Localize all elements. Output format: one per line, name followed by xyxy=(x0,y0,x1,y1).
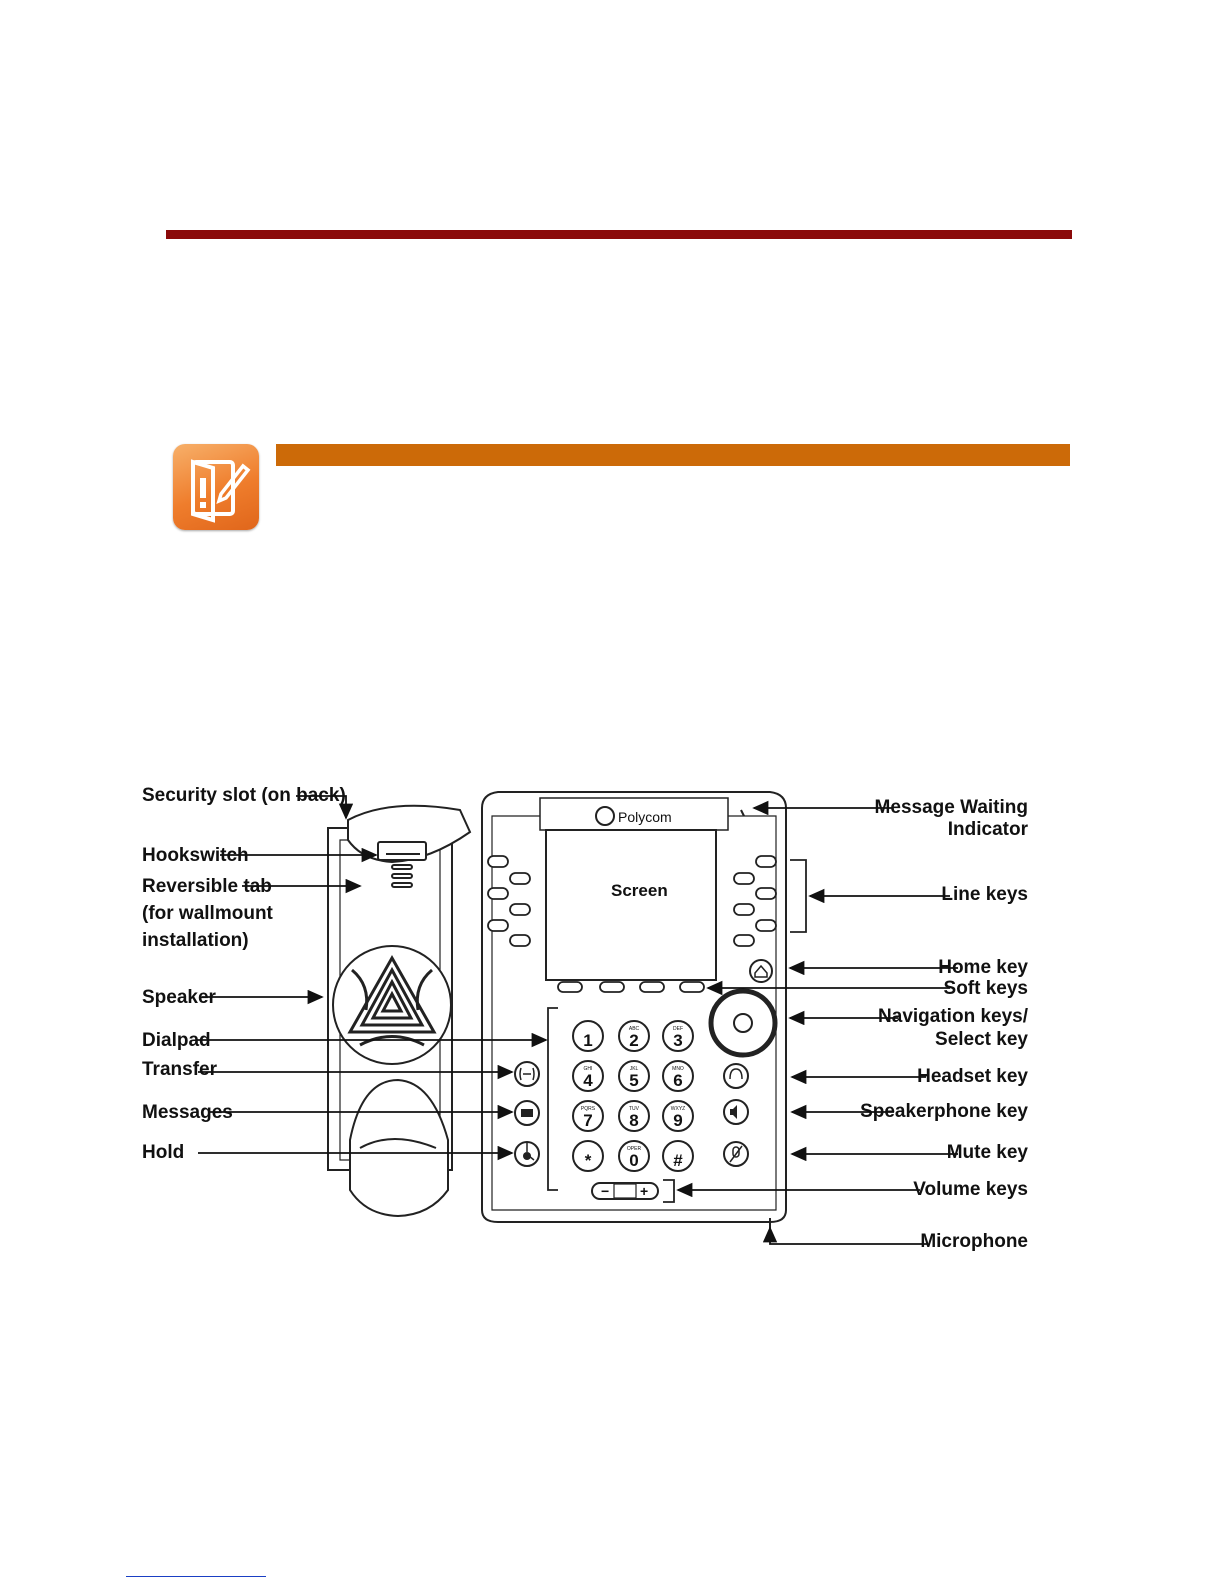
dialpad-letters: OPER xyxy=(626,1146,642,1152)
dialpad-key: 9 xyxy=(673,1111,683,1130)
dialpad-letters: DEF xyxy=(673,1026,683,1032)
label-soft-keys: Soft keys xyxy=(943,978,1028,999)
dialpad-key: * xyxy=(584,1151,592,1170)
svg-text:+: + xyxy=(640,1183,649,1199)
dialpad-key: 0 xyxy=(629,1151,639,1170)
label-hold: Hold xyxy=(142,1142,185,1163)
screen-label: Screen xyxy=(611,881,668,900)
section-header-rule xyxy=(166,230,1072,239)
label-reversible-tab: Reversible tab xyxy=(142,876,272,897)
volume-keys xyxy=(592,1180,674,1202)
messages-icon xyxy=(521,1109,533,1117)
phone-diagram xyxy=(130,770,1050,1270)
label-security-slot: Security slot (on back) xyxy=(142,785,346,806)
label-hookswitch: Hookswitch xyxy=(142,845,249,866)
label-message-waiting-2: Indicator xyxy=(947,819,1028,840)
line-keys-right xyxy=(734,856,776,946)
dialpad-letters: WXYZ xyxy=(670,1106,686,1112)
dialpad-key: 7 xyxy=(583,1111,593,1130)
dialpad-letters: ABC xyxy=(628,1026,640,1032)
dialpad-key: 4 xyxy=(583,1071,593,1090)
dialpad-letters: PQRS xyxy=(580,1106,596,1112)
dialpad-letters: MNO xyxy=(672,1066,684,1072)
label-select-key: Select key xyxy=(935,1029,1028,1050)
label-microphone: Microphone xyxy=(920,1231,1028,1252)
dialpad xyxy=(548,1008,693,1190)
label-message-waiting: Message Waiting xyxy=(874,797,1028,818)
dialpad-letters: GHI xyxy=(583,1066,593,1072)
svg-text:−: − xyxy=(601,1183,610,1199)
label-volume-keys: Volume keys xyxy=(913,1179,1028,1200)
label-reversible-tab-2: (for wallmount xyxy=(142,903,273,924)
soft-keys xyxy=(558,982,704,992)
left-callout-labels xyxy=(142,785,346,1163)
label-mute-key: Mute key xyxy=(946,1142,1028,1163)
label-dialpad: Dialpad xyxy=(142,1030,211,1051)
label-headset-key: Headset key xyxy=(917,1066,1028,1087)
label-home-key: Home key xyxy=(938,957,1028,978)
navigation-key xyxy=(711,991,775,1055)
dialpad-letters: TUV xyxy=(629,1106,639,1112)
dialpad-key: 5 xyxy=(629,1071,639,1090)
dialpad-key: 3 xyxy=(673,1031,683,1050)
dialpad-letters: JKL xyxy=(629,1066,639,1072)
label-messages: Messages xyxy=(142,1102,233,1123)
label-line-keys: Line keys xyxy=(941,884,1028,905)
note-warning-icon xyxy=(173,444,259,530)
right-callout-labels xyxy=(860,797,1029,1252)
label-speakerphone-key: Speakerphone key xyxy=(860,1101,1028,1122)
dialpad-key: 2 xyxy=(629,1031,639,1050)
brand-label: Polycom xyxy=(618,809,672,825)
label-speaker: Speaker xyxy=(142,987,216,1008)
label-transfer: Transfer xyxy=(142,1059,217,1080)
dialpad-key: # xyxy=(673,1151,683,1170)
dialpad-key: 1 xyxy=(583,1031,593,1050)
label-navigation-keys: Navigation keys/ xyxy=(878,1006,1028,1027)
dialpad-key: 8 xyxy=(629,1111,639,1130)
line-keys-left xyxy=(488,856,530,946)
speaker-grille xyxy=(333,946,451,1064)
label-reversible-tab-3: installation) xyxy=(142,930,249,951)
home-key xyxy=(750,960,772,982)
footnote-link-underline[interactable] xyxy=(126,1576,266,1577)
dialpad-key: 6 xyxy=(673,1071,683,1090)
note-title-bar xyxy=(276,444,1070,466)
